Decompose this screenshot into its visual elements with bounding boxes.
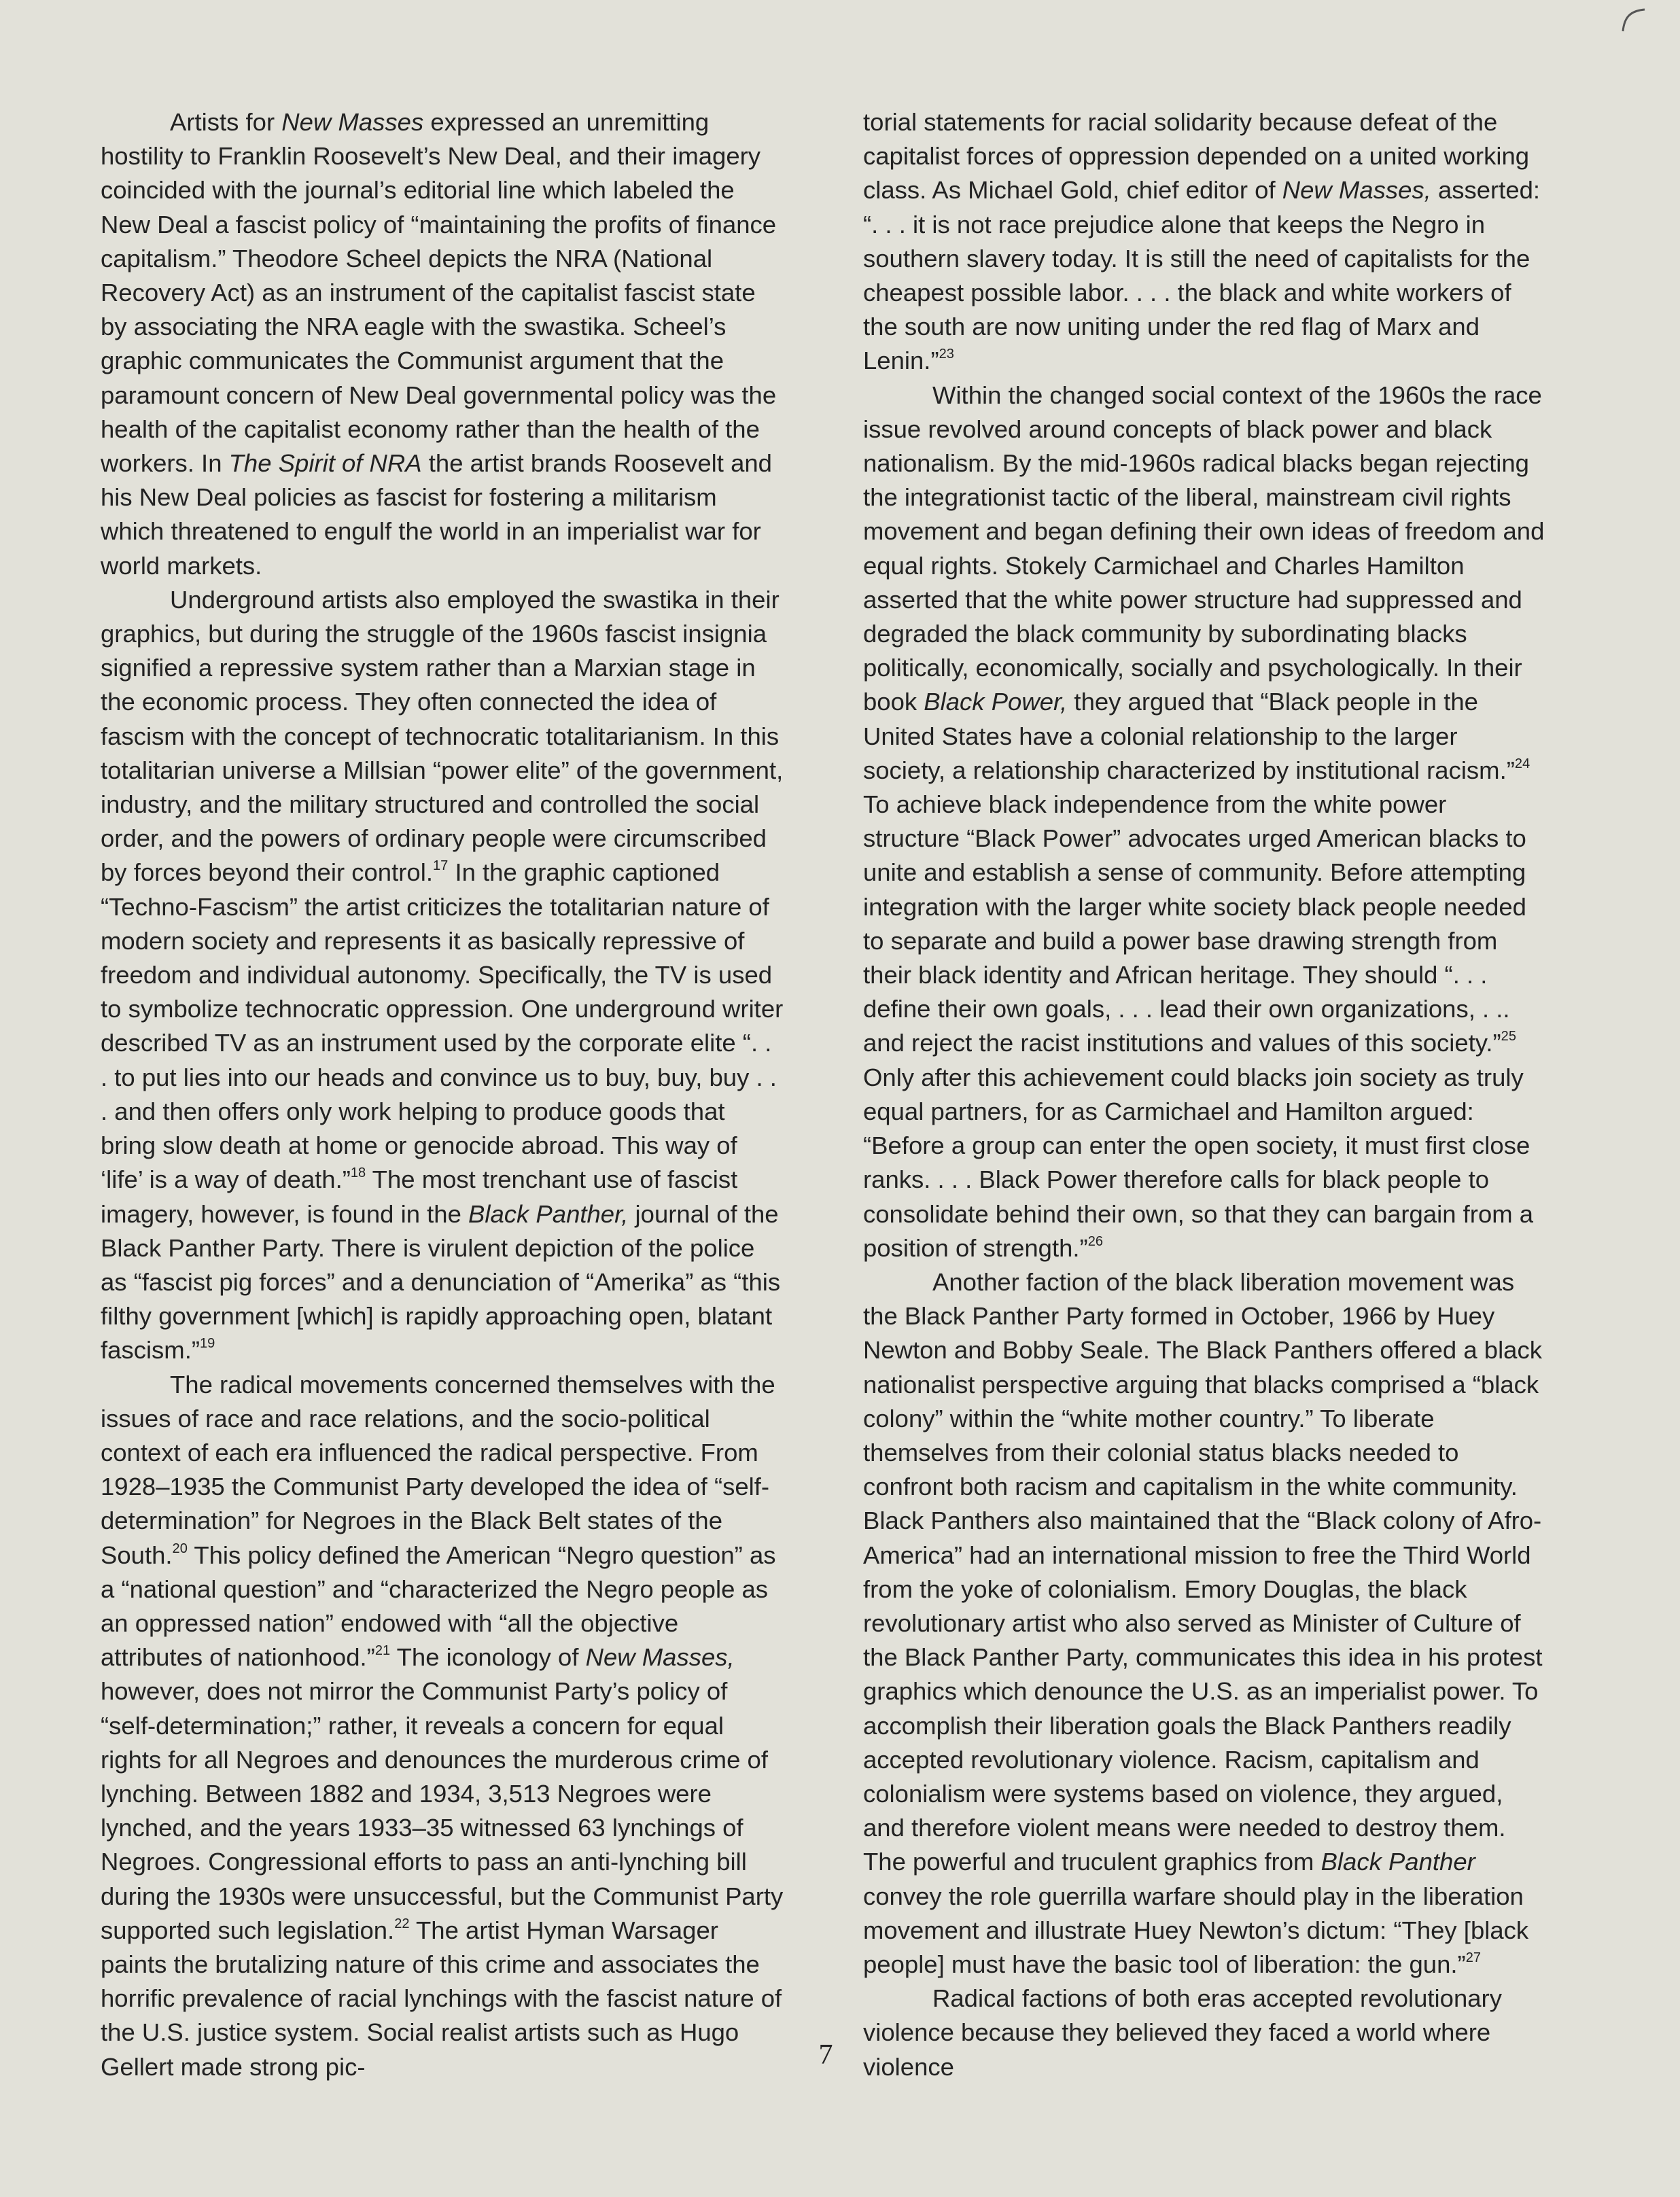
footnote-ref: 24	[1514, 756, 1530, 771]
text-run: New Masses	[281, 108, 424, 136]
pencil-mark-icon	[1617, 4, 1658, 35]
text-run: expressed an unremitting hostility to Franklin Roosevelt’s New Deal, and their imagery coincided with the journal’s editorial line which labeled the New Deal a fascist policy of “maintaining the profits of finance capitalism.” Theodore Scheel depicts the NRA (National Recovery Act) as an instrument of the capitalist fascist state by associating the NRA eagle with the swastika. Scheel’s graphic communicates the Communist argument that the paramount concern of New Deal governmental policy was the health of the capitalist economy rather than the health of the workers. In	[101, 108, 777, 478]
text-run: torial statements for racial solidarity because defeat of the capitalist forces of oppression depended on a united working class. As Michael Gold, chief editor of	[863, 108, 1530, 205]
text-run: The artist Hyman Warsager paints the brutalizing nature of this crime and associates the horrific prevalence of racial lynchings with the fascist nature of the U.S. justice system. Social realist artists such as Hugo Gellert made strong pic-	[101, 1916, 782, 2081]
text-run: Black Power,	[924, 688, 1068, 716]
text-run: Only after this achievement could blacks join society as truly equal partners, for as Carmichael and Hamilton argued: “Before a group can enter the open society, it must first close ranks. . . . Black Power therefore calls for black people to consolidate behind their own, so that they can bargain from a position of strength.”	[863, 1063, 1534, 1262]
footnote-ref: 19	[200, 1336, 215, 1352]
text-run: journal of the Black Panther Party. There is virulent depiction of the police as “fascist pig forces” and a denunciation of “Amerika” as “this filthy government [which] is rapidly approaching open, blatant fascism.”	[101, 1199, 781, 1365]
text-run: convey the role guerrilla warfare should play in the liberation movement and illustrate Huey Newton’s dictum: “They [black people] must have the basic tool of liberation: the gun.”	[863, 1882, 1529, 1978]
text-run: Radical factions of both eras accepted revolutionary violence because they believed they faced a world where violence	[863, 1984, 1502, 2081]
text-run: Black Panther	[1320, 1848, 1475, 1876]
paragraph	[101, 583, 784, 1368]
text-run: The most trenchant use of fascist imagery, however, is found in the	[101, 1165, 738, 1228]
right-text-column	[863, 105, 1546, 2084]
text-run: The Spirit of NRA	[228, 449, 422, 478]
text-run: the artist brands Roosevelt and his New Deal policies as fascist for fostering a militarism which threatened to engulf the world in an imperialist war for world markets.	[101, 449, 772, 580]
paragraph	[863, 379, 1546, 1265]
footnote-ref: 22	[394, 1916, 410, 1931]
paragraph	[101, 1368, 784, 2084]
text-run: The radical movements concerned themselves with the issues of race and race relations, and the socio-political context of each era influenced the radical perspective. From 1928–1935 the Communist Party developed the idea of “self-determination” for Negroes in the Black Belt states of the South.	[101, 1370, 775, 1569]
paragraph	[863, 1265, 1546, 1982]
footnote-ref: 21	[374, 1643, 391, 1659]
footnote-ref: 23	[939, 347, 954, 362]
text-run: New Masses,	[1282, 176, 1431, 205]
text-run: To achieve black independence from the white power structure “Black Power” advocates urged American blacks to unite and establish a sense of community. Before attempting integration with the larger white society black people needed to separate and build a power base drawing strength from their black identity and African heritage. They should “. . . define their own goals, . . . lead their own organizations, . .. and reject the racist institutions and values of this society.”	[863, 790, 1526, 1057]
left-text-column	[101, 105, 784, 2084]
text-run: they argued that “Black people in the United States have a colonial relationship to the larger society, a relationship characterized by institutional racism.”	[863, 688, 1515, 784]
text-run: In the graphic captioned “Techno-Fascism” the artist criticizes the totalitarian nature of modern society and represents it as basically repressive of freedom and individual autonomy. Specifically, the TV is used to symbolize technocratic oppression. One underground writer described TV as an instrument used by the corporate elite “. . . to put lies into our heads and convince us to buy, buy, buy . . . and then offers only work helping to produce goods that bring slow death at home or genocide abroad. This way of ‘life’ is a way of death.”	[101, 858, 784, 1194]
footnote-ref: 26	[1087, 1233, 1104, 1249]
text-run: asserted: “. . . it is not race prejudice alone that keeps the Negro in southern slavery today. It is still the need of capitalists for the cheapest possible labor. . . . the black and white workers of the south are now uniting under the red flag of Marx and Lenin.”	[863, 176, 1541, 375]
text-run: Black Panther,	[468, 1199, 629, 1228]
paragraph	[101, 105, 784, 583]
text-run: Within the changed social context of the 1960s the race issue revolved around concepts of black power and black nationalism. By the mid-1960s radical blacks began rejecting the integrationist tactic of the liberal, mainstream civil rights movement and began defining their own ideas of freedom and equal rights. Stokely Carmichael and Charles Hamilton asserted that the white power structure had suppressed and degraded the black community by subordinating blacks politically, economically, socially and psychologically. In their book	[863, 381, 1545, 716]
text-run: The iconology of	[390, 1643, 586, 1672]
text-run: This policy defined the American “Negro question” as a “national question” and “characterized the Negro people as an oppressed nation” endowed with “all the objective attributes of nationhood.”	[101, 1541, 776, 1672]
text-run: however, does not mirror the Communist Party’s policy of “self-determination;” rather, it reveals a concern for equal rights for all Negroes and denounces the murderous crime of lynching. Between 1882 and 1934, 3,513 Negroes were lynched, and the years 1933–35 witnessed 63 lynchings of Negroes. Congressional efforts to pass an anti-lynching bill during the 1930s were unsuccessful, but the Communist Party supported such legislation.	[101, 1677, 784, 1944]
footnote-ref: 27	[1465, 1950, 1482, 1965]
footnote-ref: 25	[1501, 1029, 1516, 1044]
text-run: Underground artists also employed the swastika in their graphics, but during the struggle of the 1960s fascist insignia signified a repressive system rather than a Marxian stage in the economic process. They often connected the idea of fascism with the concept of technocratic totalitarianism. In this totalitarian universe a Millsian “power elite” of the government, industry, and the military structured and controlled the social order, and the powers of ordinary people were circumscribed by forces beyond their control.	[101, 585, 784, 887]
footnote-ref: 18	[350, 1165, 366, 1181]
footnote-ref: 20	[172, 1541, 188, 1556]
text-run: Another faction of the black liberation movement was the Black Panther Party formed in October, 1966 by Huey Newton and Bobby Seale. The Black Panthers offered a black nationalist perspective arguing that blacks comprised a “black colony” within the “white mother country.” To liberate themselves from their colonial status blacks needed to confront both racism and capitalism in the white community. Black Panthers also maintained that the “Black colony of Afro-America” had an international mission to free the Third World from the yoke of colonialism. Emory Douglas, the black revolutionary artist who also served as Minister of Culture of the Black Panther Party, communicates this idea in his protest graphics which denounce the U.S. as an imperialist power. To accomplish their liberation goals the Black Panthers readily accepted revolutionary violence. Racism, capitalism and colonialism were systems based on violence, they argued, and therefore violent means were needed to destroy them. The powerful and truculent graphics from	[863, 1267, 1543, 1876]
paragraph	[863, 105, 1546, 379]
text-run: New Masses,	[585, 1643, 735, 1672]
text-run: Artists for	[170, 108, 282, 136]
page-number: 7	[818, 2039, 833, 2071]
footnote-ref: 17	[432, 858, 449, 874]
